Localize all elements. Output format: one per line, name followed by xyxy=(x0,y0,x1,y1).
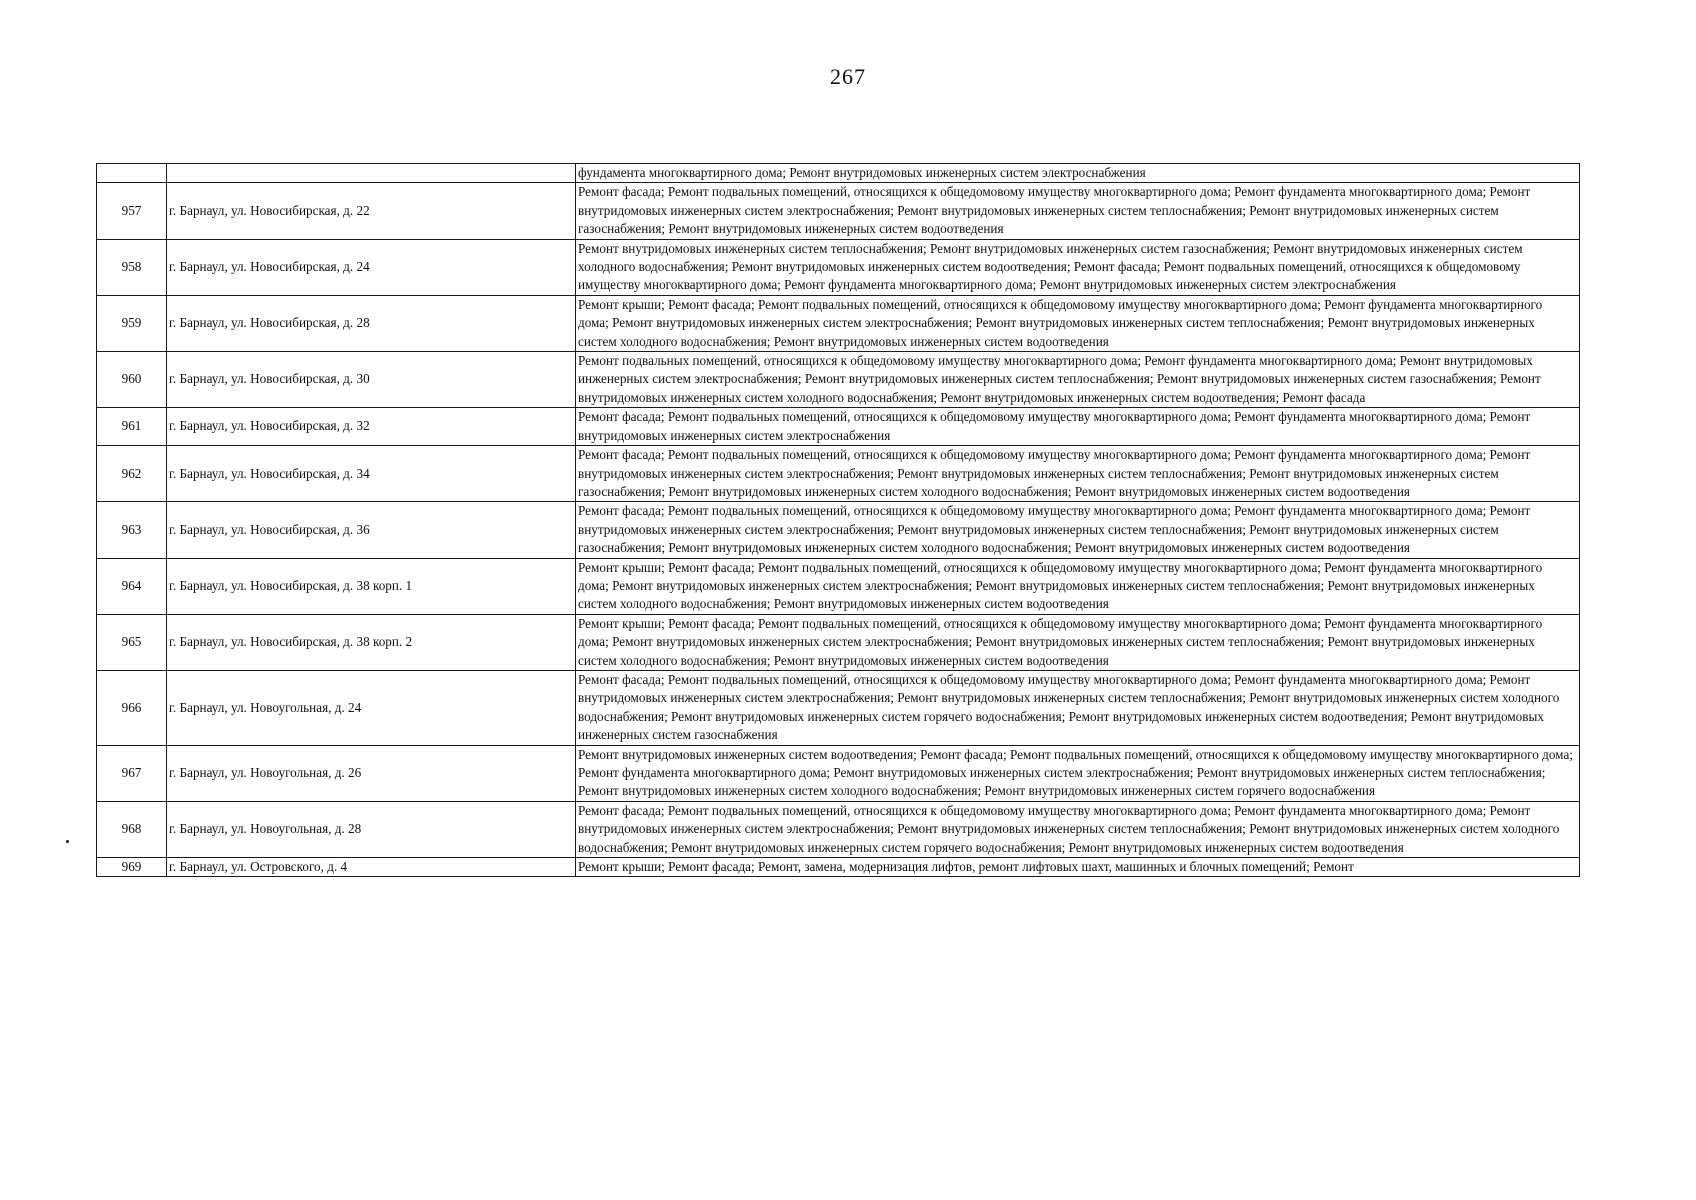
row-number-cell: 964 xyxy=(97,558,167,614)
row-number-cell: 966 xyxy=(97,670,167,745)
works-cell: Ремонт фасада; Ремонт подвальных помещений, относящихся к общедомовому имуществу многоквартирного дома; Ремонт фундамента многоквартирного дома; Ремонт внутридомовых инженерных систем электроснабжения; Ремонт внутридомовых инженерных систем теплоснабжения; Ремонт внутридомовых инженерных систем холодного водоснабжения; Ремонт внутридомовых инженерных систем горячего водоснабжения; Ремонт внутридомовых инженерных систем водоотведения xyxy=(576,801,1580,857)
address-cell: г. Барнаул, ул. Новосибирская, д. 38 корп. 1 xyxy=(167,558,576,614)
address-cell: г. Барнаул, ул. Новосибирская, д. 36 xyxy=(167,502,576,558)
row-number-cell xyxy=(97,164,167,183)
row-number-cell: 963 xyxy=(97,502,167,558)
works-cell: Ремонт фасада; Ремонт подвальных помещений, относящихся к общедомовому имуществу многоквартирного дома; Ремонт фундамента многоквартирного дома; Ремонт внутридомовых инженерных систем электроснабжения; Ремонт внутридомовых инженерных систем теплоснабжения; Ремонт внутридомовых инженерных систем газоснабжения; Ремонт внутридомовых инженерных систем холодного водоснабжения; Ремонт внутридомовых инженерных систем водоотведения xyxy=(576,502,1580,558)
row-number-cell: 969 xyxy=(97,858,167,877)
row-number-cell: 962 xyxy=(97,446,167,502)
table-row xyxy=(97,670,1580,745)
row-number-cell: 960 xyxy=(97,352,167,408)
table-body xyxy=(97,164,1580,877)
repair-works-table xyxy=(96,163,1580,877)
table-row xyxy=(97,352,1580,408)
address-cell: г. Барнаул, ул. Новосибирская, д. 30 xyxy=(167,352,576,408)
scan-speck xyxy=(66,840,69,843)
works-cell: Ремонт внутридомовых инженерных систем теплоснабжения; Ремонт внутридомовых инженерных систем газоснабжения; Ремонт внутридомовых инженерных систем холодного водоснабжения; Ремонт внутридомовых инженерных систем водоотведения; Ремонт фасада; Ремонт подвальных помещений, относящихся к общедомовому имуществу многоквартирного дома; Ремонт фундамента многоквартирного дома; Ремонт внутридомовых инженерных систем электроснабжения xyxy=(576,239,1580,295)
row-number-cell: 957 xyxy=(97,183,167,239)
table-row-continuation xyxy=(97,164,1580,183)
works-cell: Ремонт фасада; Ремонт подвальных помещений, относящихся к общедомовому имуществу многоквартирного дома; Ремонт фундамента многоквартирного дома; Ремонт внутридомовых инженерных систем электроснабжения; Ремонт внутридомовых инженерных систем теплоснабжения; Ремонт внутридомовых инженерных систем холодного водоснабжения; Ремонт внутридомовых инженерных систем горячего водоснабжения; Ремонт внутридомовых инженерных систем водоотведения; Ремонт внутридомовых инженерных систем газоснабжения xyxy=(576,670,1580,745)
row-number-cell: 958 xyxy=(97,239,167,295)
row-number-cell: 965 xyxy=(97,614,167,670)
works-cell: Ремонт крыши; Ремонт фасада; Ремонт подвальных помещений, относящихся к общедомовому имуществу многоквартирного дома; Ремонт фундамента многоквартирного дома; Ремонт внутридомовых инженерных систем электроснабжения; Ремонт внутридомовых инженерных систем теплоснабжения; Ремонт внутридомовых инженерных систем холодного водоснабжения; Ремонт внутридомовых инженерных систем водоотведения xyxy=(576,295,1580,351)
works-cell: Ремонт крыши; Ремонт фасада; Ремонт подвальных помещений, относящихся к общедомовому имуществу многоквартирного дома; Ремонт фундамента многоквартирного дома; Ремонт внутридомовых инженерных систем электроснабжения; Ремонт внутридомовых инженерных систем теплоснабжения; Ремонт внутридомовых инженерных систем холодного водоснабжения; Ремонт внутридомовых инженерных систем водоотведения xyxy=(576,614,1580,670)
table-row xyxy=(97,558,1580,614)
address-cell: г. Барнаул, ул. Островского, д. 4 xyxy=(167,858,576,877)
address-cell: г. Барнаул, ул. Новосибирская, д. 22 xyxy=(167,183,576,239)
address-cell: г. Барнаул, ул. Новосибирская, д. 34 xyxy=(167,446,576,502)
table-row xyxy=(97,858,1580,877)
works-cell: Ремонт подвальных помещений, относящихся к общедомовому имуществу многоквартирного дома; Ремонт фундамента многоквартирного дома; Ремонт внутридомовых инженерных систем электроснабжения; Ремонт внутридомовых инженерных систем теплоснабжения; Ремонт внутридомовых инженерных систем газоснабжения; Ремонт внутридомовых инженерных систем холодного водоснабжения; Ремонт внутридомовых инженерных систем водоотведения; Ремонт фасада xyxy=(576,352,1580,408)
row-number-cell: 967 xyxy=(97,745,167,801)
table-row xyxy=(97,446,1580,502)
address-cell: г. Барнаул, ул. Новоугольная, д. 26 xyxy=(167,745,576,801)
table-row xyxy=(97,502,1580,558)
table-row xyxy=(97,183,1580,239)
works-cell: Ремонт фасада; Ремонт подвальных помещений, относящихся к общедомовому имуществу многоквартирного дома; Ремонт фундамента многоквартирного дома; Ремонт внутридомовых инженерных систем электроснабжения; Ремонт внутридомовых инженерных систем теплоснабжения; Ремонт внутридомовых инженерных систем газоснабжения; Ремонт внутридомовых инженерных систем водоотведения xyxy=(576,183,1580,239)
registry-sheet xyxy=(96,163,1579,877)
address-cell: г. Барнаул, ул. Новосибирская, д. 32 xyxy=(167,408,576,446)
row-number-cell: 968 xyxy=(97,801,167,857)
address-cell: г. Барнаул, ул. Новоугольная, д. 28 xyxy=(167,801,576,857)
address-cell: г. Барнаул, ул. Новоугольная, д. 24 xyxy=(167,670,576,745)
row-number-cell: 959 xyxy=(97,295,167,351)
table-row xyxy=(97,239,1580,295)
works-cell: Ремонт крыши; Ремонт фасада; Ремонт подвальных помещений, относящихся к общедомовому имуществу многоквартирного дома; Ремонт фундамента многоквартирного дома; Ремонт внутридомовых инженерных систем электроснабжения; Ремонт внутридомовых инженерных систем теплоснабжения; Ремонт внутридомовых инженерных систем холодного водоснабжения; Ремонт внутридомовых инженерных систем водоотведения xyxy=(576,558,1580,614)
works-cell: Ремонт фасада; Ремонт подвальных помещений, относящихся к общедомовому имуществу многоквартирного дома; Ремонт фундамента многоквартирного дома; Ремонт внутридомовых инженерных систем электроснабжения; Ремонт внутридомовых инженерных систем теплоснабжения; Ремонт внутридомовых инженерных систем газоснабжения; Ремонт внутридомовых инженерных систем холодного водоснабжения; Ремонт внутридомовых инженерных систем водоотведения xyxy=(576,446,1580,502)
table-row xyxy=(97,614,1580,670)
table-row xyxy=(97,295,1580,351)
page-number: 267 xyxy=(830,64,866,89)
address-cell: г. Барнаул, ул. Новосибирская, д. 28 xyxy=(167,295,576,351)
address-cell: г. Барнаул, ул. Новосибирская, д. 38 корп. 2 xyxy=(167,614,576,670)
works-cell: Ремонт фасада; Ремонт подвальных помещений, относящихся к общедомовому имуществу многоквартирного дома; Ремонт фундамента многоквартирного дома; Ремонт внутридомовых инженерных систем электроснабжения xyxy=(576,408,1580,446)
works-cell: Ремонт внутридомовых инженерных систем водоотведения; Ремонт фасада; Ремонт подвальных помещений, относящихся к общедомовому имуществу многоквартирного дома; Ремонт фундамента многоквартирного дома; Ремонт внутридомовых инженерных систем электроснабжения; Ремонт внутридомовых инженерных систем теплоснабжения; Ремонт внутридомовых инженерных систем холодного водоснабжения; Ремонт внутридомовых инженерных систем горячего водоснабжения xyxy=(576,745,1580,801)
row-number-cell: 961 xyxy=(97,408,167,446)
works-cell: фундамента многоквартирного дома; Ремонт внутридомовых инженерных систем электроснабжения xyxy=(576,164,1580,183)
table-row xyxy=(97,408,1580,446)
address-cell xyxy=(167,164,576,183)
table-row xyxy=(97,801,1580,857)
works-cell: Ремонт крыши; Ремонт фасада; Ремонт, замена, модернизация лифтов, ремонт лифтовых шахт, машинных и блочных помещений; Ремонт xyxy=(576,858,1580,877)
table-row xyxy=(97,745,1580,801)
address-cell: г. Барнаул, ул. Новосибирская, д. 24 xyxy=(167,239,576,295)
